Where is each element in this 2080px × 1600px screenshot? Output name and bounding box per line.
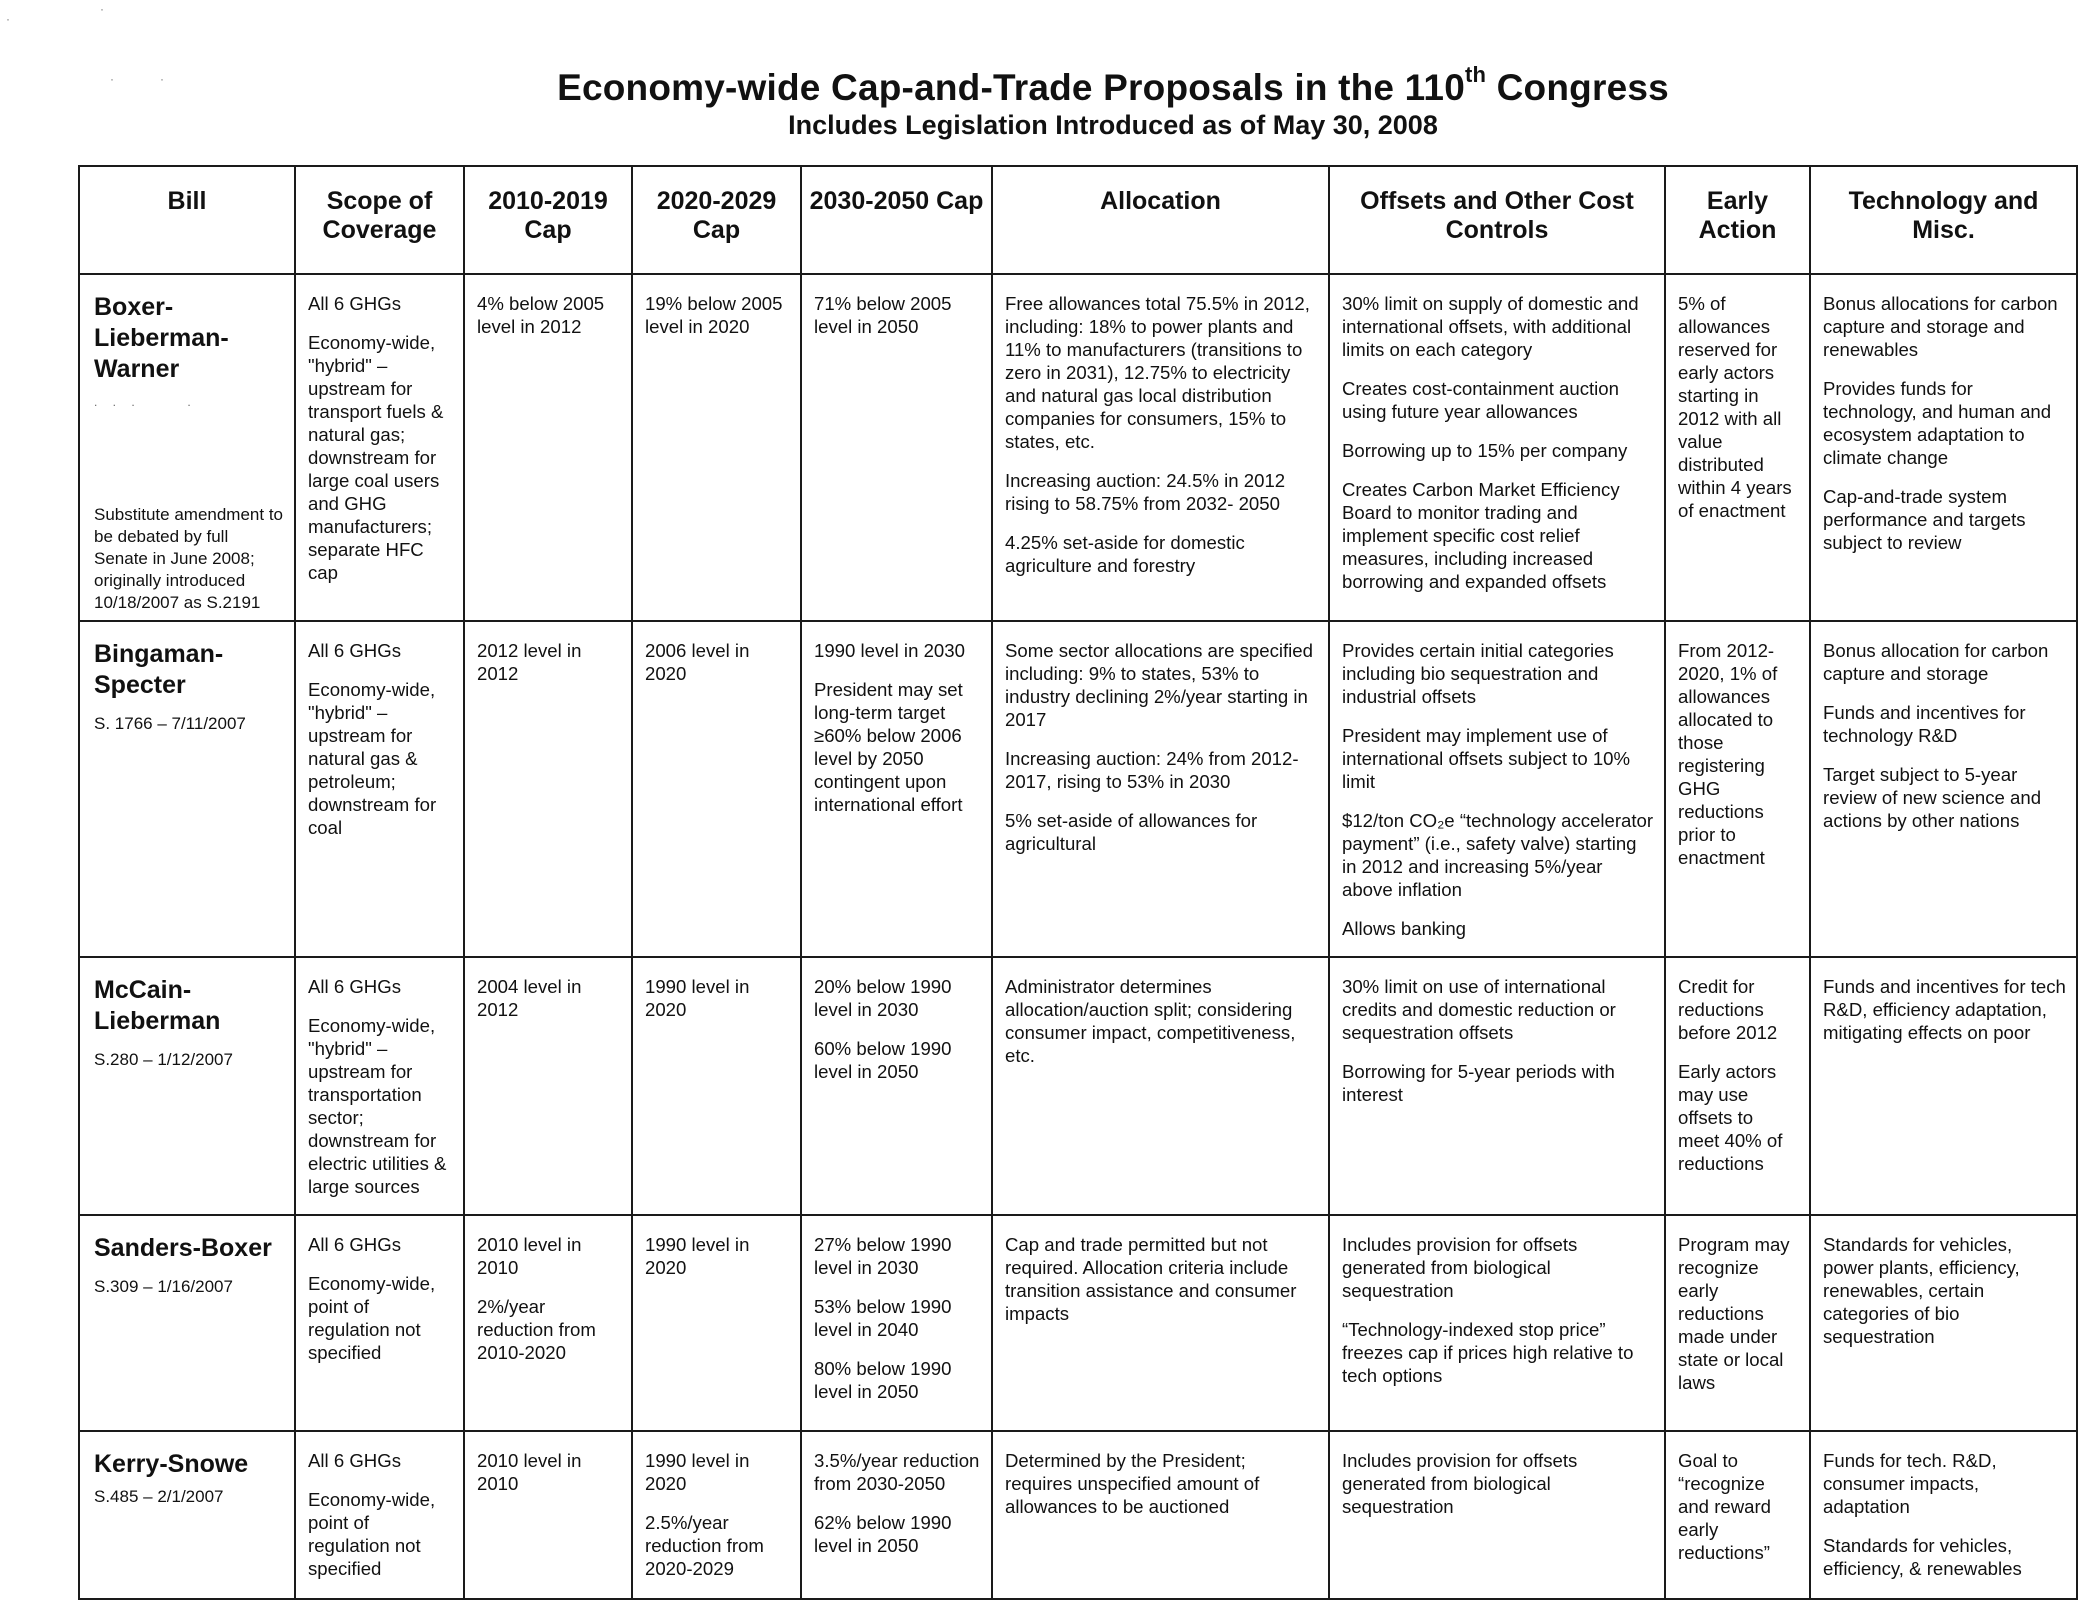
scope-cell — [295, 274, 464, 621]
allocation-text: Free allowances total 75.5% in 2012, including: 18% to power plants and 11% to manufacturers (transitions to zero in 2031), 12.75% to electricity and natural gas local distribution companies for consumers, 15% to states, etc. — [1005, 293, 1310, 452]
bill-cell — [79, 1431, 295, 1599]
bill-reference: S.485 – 2/1/2007 — [94, 1487, 224, 1506]
allocation-text: Administrator determines allocation/auction split; considering consumer impact, competitiveness, etc. — [1005, 976, 1296, 1066]
cap-text: 19% below 2005 level in 2020 — [645, 293, 783, 337]
cap-text: 60% below 1990 level in 2050 — [814, 1038, 952, 1082]
cap-2010-cell — [464, 1431, 632, 1599]
offsets-text: Borrowing for 5-year periods with interest — [1342, 1061, 1615, 1105]
technology-text: Standards for vehicles, efficiency, & renewables — [1823, 1535, 2022, 1579]
bill-name: Sanders-Boxer — [94, 1234, 272, 1262]
column-header: Early Action — [1665, 166, 1810, 274]
cap-text: President may set long-term target ≥60% below 2006 level by 2050 contingent upon international effort — [814, 679, 963, 815]
bill-cell — [79, 274, 295, 621]
technology-text: Standards for vehicles, power plants, efficiency, renewables, certain categories of bio sequestration — [1823, 1234, 2020, 1347]
early-action-text: Credit for reductions before 2012 — [1678, 976, 1778, 1043]
early-action-cell — [1665, 621, 1810, 957]
table-row — [79, 274, 2077, 621]
cap-text: 53% below 1990 level in 2040 — [814, 1296, 952, 1340]
bill-cell — [79, 1215, 295, 1431]
table-row — [79, 621, 2077, 957]
page-subtitle: Includes Legislation Introduced as of May 30, 2008 — [788, 110, 1438, 140]
technology-text: Bonus allocation for carbon capture and storage — [1823, 640, 2049, 684]
technology-cell — [1810, 274, 2077, 621]
allocation-text: Some sector allocations are specified including: 9% to states, 53% to industry declining 2%/year starting in 2017 — [1005, 640, 1313, 730]
allocation-cell — [992, 957, 1329, 1215]
column-header: Bill — [79, 166, 295, 274]
offsets-text: Includes provision for offsets generated from biological sequestration — [1342, 1234, 1578, 1301]
cap-text: 2006 level in 2020 — [645, 640, 750, 684]
cap-text: 2012 level in 2012 — [477, 640, 582, 684]
allocation-cell — [992, 274, 1329, 621]
technology-cell — [1810, 1431, 2077, 1599]
cap-text: 1990 level in 2020 — [645, 1450, 750, 1494]
cap-text: 80% below 1990 level in 2050 — [814, 1358, 952, 1402]
technology-text: Bonus allocations for carbon capture and storage and renewables — [1823, 293, 2058, 360]
offsets-text: “Technology-indexed stop price” freezes cap if prices high relative to tech options — [1342, 1319, 1634, 1386]
cap-text: 4% below 2005 level in 2012 — [477, 293, 605, 337]
header-row — [79, 166, 2077, 274]
bill-reference: S. 1766 – 7/11/2007 — [94, 714, 246, 733]
offsets-cell — [1329, 621, 1665, 957]
cap-text: 2004 level in 2012 — [477, 976, 582, 1020]
cap-2030-cell — [801, 1215, 992, 1431]
offsets-text: Borrowing up to 15% per company — [1342, 440, 1628, 461]
scope-text: Economy-wide, "hybrid" – upstream for natural gas & petroleum; downstream for coal — [308, 679, 437, 838]
cap-2020-cell — [632, 957, 801, 1215]
scope-text: All 6 GHGs — [308, 976, 401, 997]
cap-text: 2010 level in 2010 — [477, 1234, 582, 1278]
technology-text: Funds for tech. R&D, consumer impacts, adaptation — [1823, 1450, 1997, 1517]
table-row — [79, 957, 2077, 1215]
cap-2030-cell — [801, 1431, 992, 1599]
cap-2020-cell — [632, 621, 801, 957]
bill-cell — [79, 957, 295, 1215]
scan-speck: · — [100, 2, 104, 16]
technology-cell — [1810, 957, 2077, 1215]
early-action-text: 5% of allowances reserved for early actors starting in 2012 with all value distributed within 4 years of enactment — [1678, 293, 1792, 521]
cap-text: 62% below 1990 level in 2050 — [814, 1512, 952, 1556]
allocation-text: Increasing auction: 24.5% in 2012 rising to 58.75% from 2032- 2050 — [1005, 470, 1286, 514]
early-action-text: Program may recognize early reductions made under state or local laws — [1678, 1234, 1790, 1393]
offsets-text: 30% limit on supply of domestic and international offsets, with additional limits on each category — [1342, 293, 1639, 360]
offsets-text: $12/ton CO₂e “technology accelerator payment” (i.e., safety valve) starting in 2012 and increasing 5%/year above inflation — [1342, 810, 1654, 900]
cap-2030-cell — [801, 274, 992, 621]
offsets-text: Creates Carbon Market Efficiency Board to monitor trading and implement specific cost relief measures, including increased borrowing and expanded offsets — [1342, 479, 1620, 592]
column-header: 2020-2029 Cap — [632, 166, 801, 274]
cap-2010-cell — [464, 1215, 632, 1431]
technology-text: Cap-and-trade system performance and targets subject to review — [1823, 486, 2026, 553]
scan-speck: · — [6, 12, 10, 26]
cap-text: 3.5%/year reduction from 2030-2050 — [814, 1450, 980, 1494]
column-header: Scope of Coverage — [295, 166, 464, 274]
offsets-text: Provides certain initial categories including bio sequestration and industrial offsets — [1342, 640, 1614, 707]
cap-and-trade-table — [78, 165, 2078, 1600]
offsets-cell — [1329, 957, 1665, 1215]
cap-text: 1990 level in 2030 — [814, 640, 965, 661]
early-action-text: Goal to “recognize and reward early reductions” — [1678, 1450, 1772, 1563]
cap-2010-cell — [464, 621, 632, 957]
page-title: Economy-wide Cap-and-Trade Proposals in the 110th Congress — [557, 62, 1669, 108]
offsets-cell — [1329, 1431, 1665, 1599]
cap-text: 2%/year reduction from 2010-2020 — [477, 1296, 596, 1363]
offsets-cell — [1329, 1215, 1665, 1431]
scope-cell — [295, 957, 464, 1215]
cap-text: 1990 level in 2020 — [645, 976, 750, 1020]
offsets-text: Allows banking — [1342, 918, 1467, 939]
column-header: Offsets and Other Cost Controls — [1329, 166, 1665, 274]
scan-marks: . . . . — [94, 395, 197, 409]
cap-2030-cell — [801, 957, 992, 1215]
column-header: 2030-2050 Cap — [801, 166, 992, 274]
cap-2030-cell — [801, 621, 992, 957]
column-header: Technology and Misc. — [1810, 166, 2077, 274]
offsets-cell — [1329, 274, 1665, 621]
technology-text: Provides funds for technology, and human and ecosystem adaptation to climate change — [1823, 378, 2052, 468]
allocation-text: Cap and trade permitted but not required. Allocation criteria include transition assistance and consumer impacts — [1005, 1234, 1297, 1324]
scope-text: All 6 GHGs — [308, 1450, 401, 1471]
bill-name: McCain-Lieberman — [94, 976, 221, 1035]
cap-text: 71% below 2005 level in 2050 — [814, 293, 952, 337]
allocation-cell — [992, 621, 1329, 957]
cap-text: 27% below 1990 level in 2030 — [814, 1234, 952, 1278]
early-action-text: Early actors may use offsets to meet 40% of reductions — [1678, 1061, 1783, 1174]
scope-cell — [295, 621, 464, 957]
technology-cell — [1810, 621, 2077, 957]
allocation-cell — [992, 1215, 1329, 1431]
table-row — [79, 1431, 2077, 1599]
offsets-text: President may implement use of international offsets subject to 10% limit — [1342, 725, 1631, 792]
bill-cell — [79, 621, 295, 957]
table-row — [79, 1215, 2077, 1431]
scope-text: Economy-wide, "hybrid" – upstream for transportation sector; downstream for electric utilities & large sources — [308, 1015, 447, 1197]
early-action-cell — [1665, 1215, 1810, 1431]
bill-reference: S.280 – 1/12/2007 — [94, 1050, 233, 1069]
cap-2020-cell — [632, 1215, 801, 1431]
column-header: 2010-2019 Cap — [464, 166, 632, 274]
scope-text: All 6 GHGs — [308, 1234, 401, 1255]
offsets-text: Includes provision for offsets generated from biological sequestration — [1342, 1450, 1578, 1517]
technology-text: Target subject to 5-year review of new science and actions by other nations — [1823, 764, 2042, 831]
cap-2020-cell — [632, 1431, 801, 1599]
cap-text: 2010 level in 2010 — [477, 1450, 582, 1494]
scope-text: Economy-wide, point of regulation not specified — [308, 1273, 436, 1363]
scope-cell — [295, 1431, 464, 1599]
scope-text: All 6 GHGs — [308, 293, 401, 314]
technology-text: Funds and incentives for technology R&D — [1823, 702, 2026, 746]
scan-speck: · — [110, 72, 114, 86]
cap-2010-cell — [464, 957, 632, 1215]
allocation-text: Increasing auction: 24% from 2012-2017, rising to 53% in 2030 — [1005, 748, 1299, 792]
technology-cell — [1810, 1215, 2077, 1431]
offsets-text: Creates cost-containment auction using future year allowances — [1342, 378, 1619, 422]
scope-text: All 6 GHGs — [308, 640, 401, 661]
bill-name: Bingaman-Specter — [94, 640, 224, 699]
bill-reference: S.309 – 1/16/2007 — [94, 1277, 233, 1296]
allocation-text: 5% set-aside of allowances for agricultural — [1005, 810, 1258, 854]
allocation-cell — [992, 1431, 1329, 1599]
column-header: Allocation — [992, 166, 1329, 274]
cap-2010-cell — [464, 274, 632, 621]
cap-text: 1990 level in 2020 — [645, 1234, 750, 1278]
scope-cell — [295, 1215, 464, 1431]
early-action-cell — [1665, 1431, 1810, 1599]
bill-name: Kerry-Snowe — [94, 1450, 249, 1478]
bill-note: Substitute amendment to be debated by full Senate in June 2008; originally introduced 10/18/2007 as S.2191 — [94, 505, 284, 612]
scope-text: Economy-wide, "hybrid" – upstream for transport fuels & natural gas; downstream for large coal users and GHG manufacturers; separate HFC cap — [308, 332, 444, 583]
early-action-cell — [1665, 957, 1810, 1215]
scope-text: Economy-wide, point of regulation not specified — [308, 1489, 436, 1579]
early-action-cell — [1665, 274, 1810, 621]
cap-2020-cell — [632, 274, 801, 621]
offsets-text: 30% limit on use of international credits and domestic reduction or sequestration offsets — [1342, 976, 1616, 1043]
allocation-text: 4.25% set-aside for domestic agriculture and forestry — [1005, 532, 1245, 576]
scan-speck: · — [160, 72, 164, 86]
allocation-text: Determined by the President; requires unspecified amount of allowances to be auctioned — [1005, 1450, 1260, 1517]
cap-text: 2.5%/year reduction from 2020-2029 — [645, 1512, 764, 1579]
cap-text: 20% below 1990 level in 2030 — [814, 976, 952, 1020]
bill-name: Boxer-Lieberman-Warner — [94, 293, 229, 383]
technology-text: Funds and incentives for tech R&D, efficiency adaptation, mitigating effects on poor — [1823, 976, 2066, 1043]
early-action-text: From 2012-2020, 1% of allowances allocated to those registering GHG reductions prior to enactment — [1678, 640, 1778, 868]
